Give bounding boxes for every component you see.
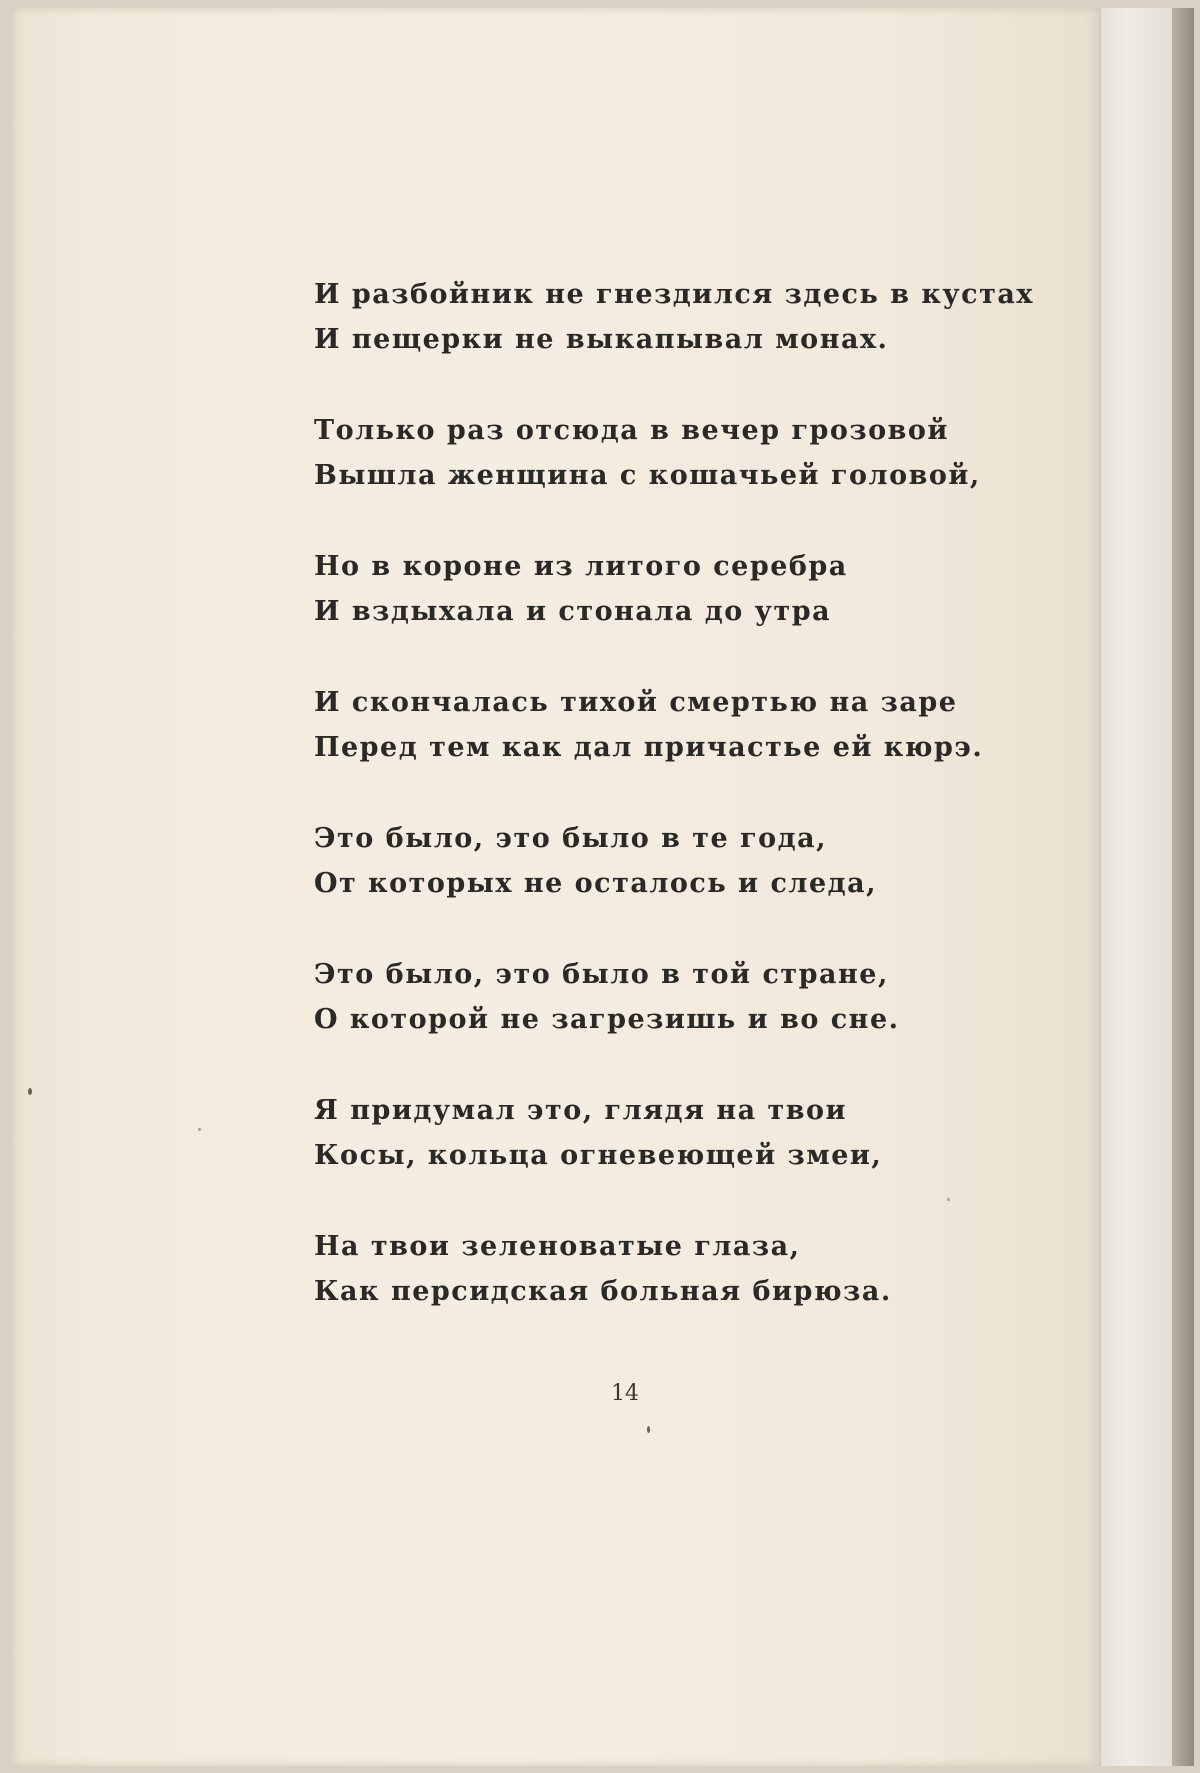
poem-text [314, 272, 1074, 1360]
stanza [314, 816, 1074, 906]
poem-line: И вздыхала и стонала до утра [314, 596, 832, 627]
stanza [314, 952, 1074, 1042]
poem-line: Только раз отсюда в вечер грозовой [314, 415, 949, 446]
stanza [314, 408, 1074, 498]
poem-line: Косы, кольца огневеющей змеи, [314, 1140, 883, 1171]
poem-line: Но в короне из литого серебра [314, 551, 848, 582]
stanza [314, 680, 1074, 770]
paper-speck [647, 1426, 650, 1433]
paper-speck [28, 1088, 32, 1095]
poem-line: Это было, это было в те года, [314, 823, 828, 854]
paper-speck [947, 1198, 950, 1201]
paper-speck [198, 1128, 201, 1131]
poem-line: Это было, это было в той стране, [314, 959, 889, 990]
poem-line: И пещерки не выкапывал монах. [314, 324, 889, 355]
stanza [314, 544, 1074, 634]
poem-line: Вышла женщина с кошачьей головой, [314, 460, 981, 491]
poem-line: Перед тем как дал причастье ей кюрэ. [314, 732, 984, 763]
page-edge [1100, 8, 1173, 1766]
poem-line: И скончалась тихой смертью на заре [314, 687, 958, 718]
poem-line: О которой не загрезишь и во сне. [314, 1004, 900, 1035]
poem-line: И разбойник не гнездился здесь в кустах [314, 279, 1034, 310]
poem-line: На твои зеленоватые глаза, [314, 1231, 801, 1262]
page-edge-shadow [1172, 8, 1194, 1766]
stanza [314, 1088, 1074, 1178]
stanza [314, 1224, 1074, 1314]
stanza [314, 272, 1074, 362]
poem-line: Как персидская больная бирюза. [314, 1276, 892, 1307]
page-number: 14 [611, 1381, 639, 1406]
poem-line: Я придумал это, глядя на твои [314, 1095, 848, 1126]
poem-line: От которых не осталось и следа, [314, 868, 878, 899]
